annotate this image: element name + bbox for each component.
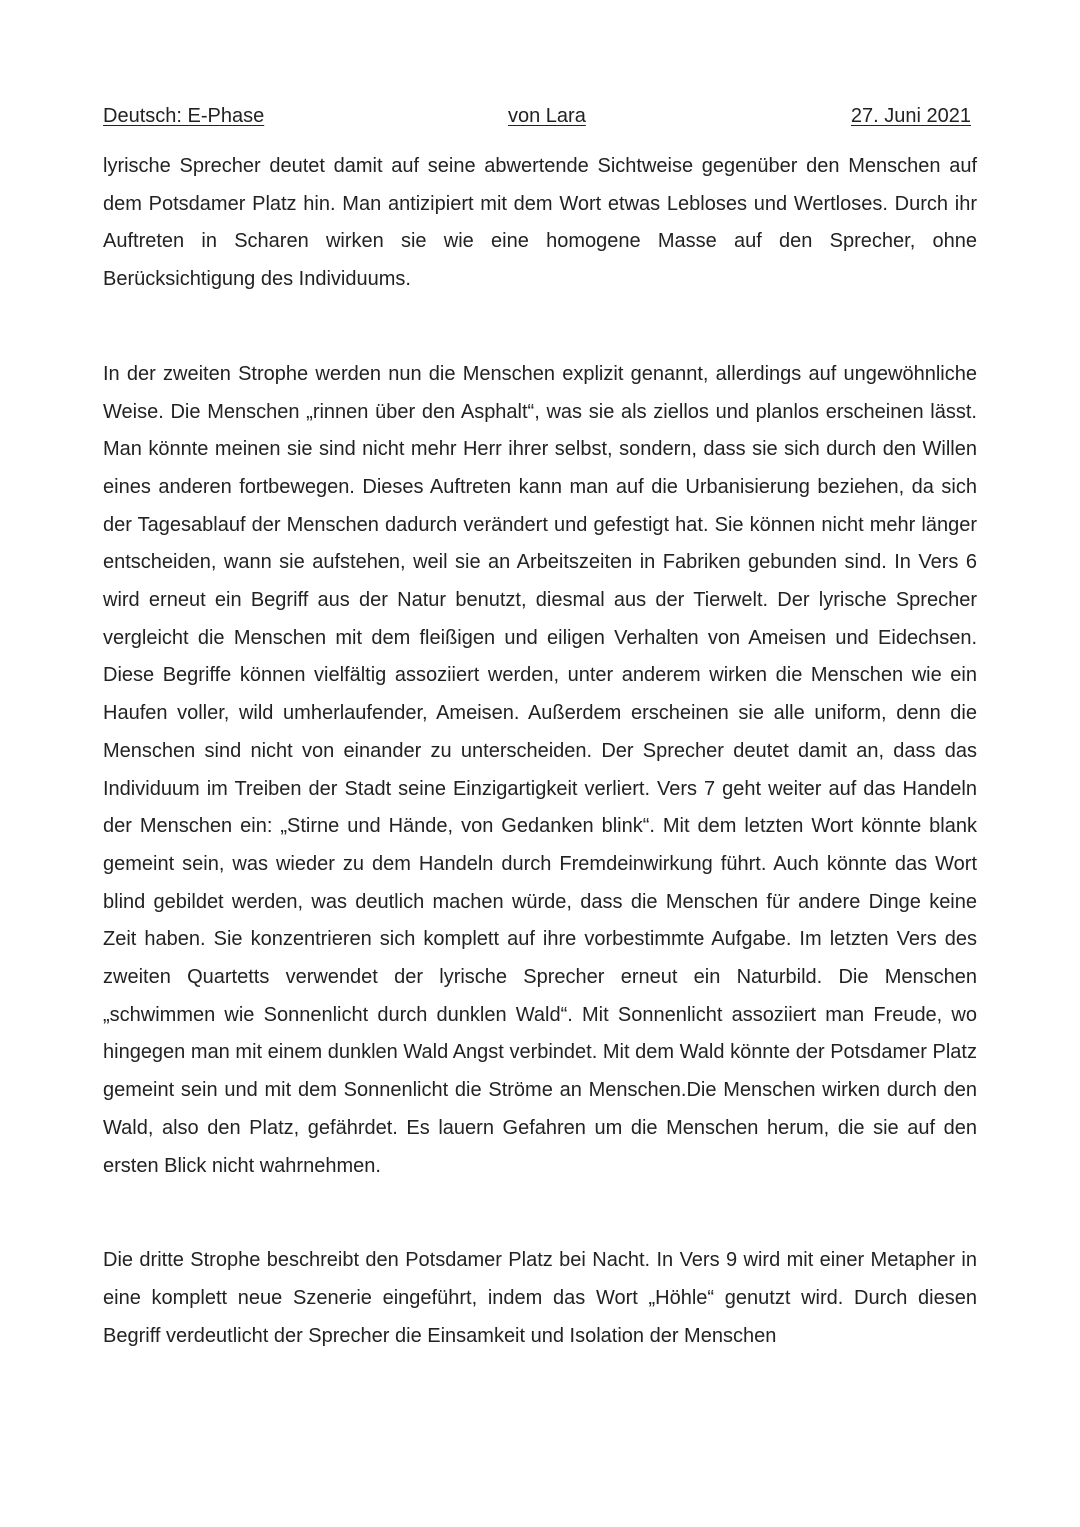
header-course: Deutsch: E-Phase [103, 105, 265, 127]
header-date: 27. Juni 2021 [850, 105, 971, 127]
page-header [103, 102, 971, 130]
paragraph-3: Die dritte Strophe beschreibt den Potsdamer Platz bei Nacht. In Vers 9 wird mit einer Metapher in eine komplett neue Szenerie eingeführt, indem das Wort „Höhle“ genutzt wird. Durch diesen Begriff verdeutlicht der Sprecher die Einsamkeit und Isolation der Menschen [103, 1249, 977, 1347]
paragraph-2: In der zweiten Strophe werden nun die Menschen explizit genannt, allerdings auf ungewöhnliche Weise. Die Menschen „rinnen über den Asphalt“, was sie als ziellos und planlos erscheinen lässt. Man könnte meinen sie sind nicht mehr Herr ihrer selbst, sondern, dass sie sich durch den Willen eines anderen fortbewegen. Dieses Auftreten kann man auf die Urbanisierung beziehen, da sich der Tagesablauf der Menschen dadurch verändert und gefestigt hat. Sie können nicht mehr länger entscheiden, wann sie aufstehen, weil sie an Arbeitszeiten in Fabriken gebunden sind. In Vers 6 wird erneut ein Begriff aus der Natur benutzt, diesmal aus der Tierwelt. Der lyrische Sprecher vergleicht die Menschen mit dem fleißigen und eiligen Verhalten von Ameisen und Eidechsen. Diese Begriffe können vielfältig assoziiert werden, unter anderem wirken die Menschen wie ein Haufen voller, wild umherlaufender, Ameisen. Außerdem erscheinen sie alle uniform, denn die Menschen sind nicht von einander zu unterscheiden. Der Sprecher deutet damit an, dass das Individuum im Treiben der Stadt seine Einzigartigkeit verliert. Vers 7 geht weiter auf das Handeln der Menschen ein: „Stirne und Hände, von Gedanken blink“. Mit dem letzten Wort könnte blank gemeint sein, was wieder zu dem Handeln durch Fremdeinwirkung führt. Auch könnte das Wort blind gebildet werden, was deutlich machen würde, dass die Menschen für andere Dinge keine Zeit haben. Sie konzentrieren sich komplett auf ihre vorbestimmte Aufgabe. Im letzten Vers des zweiten Quartetts verwendet der lyrische Sprecher erneut ein Naturbild. Die Menschen „schwimmen wie Sonnenlicht durch dunklen Wald“. Mit Sonnenlicht assoziiert man Freude, wo hingegen man mit einem dunklen Wald Angst verbindet. Mit dem Wald könnte der Potsdamer Platz gemeint sein und mit dem Sonnenlicht die Ströme an Menschen.Die Menschen wirken durch den Wald, also den Platz, gefährdet. Es lauern Gefahren um die Menschen herum, die sie auf den ersten Blick nicht wahrnehmen. [103, 362, 977, 1177]
document-body [103, 148, 977, 1355]
header-author: von Lara [508, 105, 586, 127]
paragraph-1: lyrische Sprecher deutet damit auf seine abwertende Sichtweise gegenüber den Menschen auf dem Potsdamer Platz hin. Man antizipiert mit dem Wort etwas Lebloses und Wertloses. Durch ihr Auftreten in Scharen wirken sie wie eine homogene Masse auf den Sprecher, ohne Berücksichtigung des Individuums. [103, 155, 977, 291]
